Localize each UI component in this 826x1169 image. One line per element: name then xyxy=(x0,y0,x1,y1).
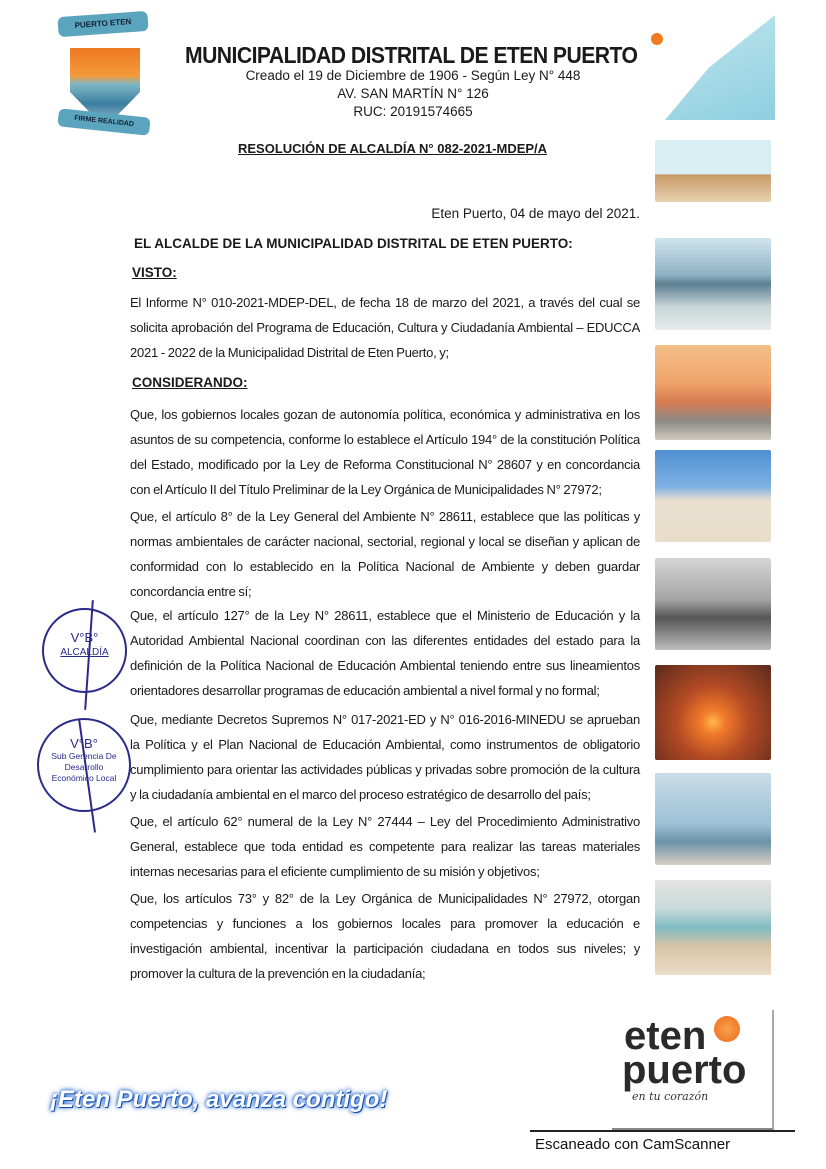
photo-sunset-plaza xyxy=(655,345,771,440)
paragraph-line: competencias y funciones a los gobiernos locales para promover la educación e xyxy=(130,916,640,931)
photo-ocean-sunset xyxy=(655,665,771,760)
stamp-office: ALCALDÍA xyxy=(60,647,109,658)
considerando-heading: CONSIDERANDO: xyxy=(132,375,248,390)
paragraph-line: Que, el artículo 62° numeral de la Ley N° 27444 – Ley del Procedimiento Administrativo xyxy=(130,814,640,829)
photo-pier xyxy=(655,238,771,330)
ruc: RUC: 20191574665 xyxy=(353,104,473,119)
stamp-alcaldia xyxy=(42,608,127,693)
paragraph-line: Autoridad Ambiental Nacional coordinan con las diferentes entidades del estado para la xyxy=(130,633,640,648)
paragraph-line: Que, los gobiernos locales gozan de autonomía política, económica y administrativa en los xyxy=(130,407,640,422)
camscanner-watermark: Escaneado con CamScanner xyxy=(535,1136,731,1153)
paragraph-line: cumplimiento para orientar las actividades públicas y privadas sobre promoción de la cultura xyxy=(130,762,640,777)
paragraph-line: promover la cultura de la prevención en la ciudadanía; xyxy=(130,966,426,981)
logo-tagline: en tu corazón xyxy=(632,1090,709,1103)
paragraph-line: conformidad con lo establecido en la Política Nacional de Ambiente y deben guardar xyxy=(130,559,640,574)
paragraph-line: Que, el artículo 8° de la Ley General del Ambiente N° 28611, establece que las políticas y xyxy=(130,509,640,524)
considerando-paragraph xyxy=(130,603,640,703)
considerando-paragraph xyxy=(130,886,640,986)
paragraph-line: definición de la Política Nacional de Educación Ambiental teniendo entre sus lineamientos xyxy=(130,658,640,673)
paragraph-line: y la ciudadanía ambiental en el marco del proceso estratégico de desarrollo del país; xyxy=(130,787,591,802)
paragraph-line: General, establece que toda entidad es competente para realizar las tareas materiales xyxy=(130,839,640,854)
considerando-paragraph xyxy=(130,809,640,884)
stamp-office: Sub Gerencia De Desarrollo Económico Local xyxy=(51,751,117,783)
visto-paragraph xyxy=(130,290,640,365)
paragraph-line: la Política y el Plan Nacional de Educación Ambiental, como instrumentos de obligatorio xyxy=(130,737,640,752)
paragraph-line: Que, el artículo 127° de la Ley N° 28611, establece que el Ministerio de Educación y la xyxy=(130,608,640,623)
photo-church xyxy=(655,450,771,542)
paragraph-line: orientadores desarrollar programas de educación ambiental a nivel formal y no formal; xyxy=(130,683,600,698)
photo-old-train xyxy=(655,558,771,650)
paragraph-line: 2021 - 2022 de la Municipalidad Distrital de Eten Puerto, y; xyxy=(130,345,449,360)
considerando-paragraph xyxy=(130,504,640,604)
paragraph-line: asuntos de su competencia, conforme lo establece el Artículo 194° de la constitución Política xyxy=(130,432,640,447)
logo-line1: eten xyxy=(624,1014,707,1058)
paragraph-line: solicita aprobación del Programa de Educación, Cultura y Ciudadanía Ambiental – EDUCCA xyxy=(130,320,640,335)
crest-banner-top: PUERTO ETEN xyxy=(57,11,148,37)
paragraph-line: normas ambientales de carácter nacional, sectorial, regional y local se diseñan y aplican de xyxy=(130,534,640,549)
sun-icon xyxy=(714,1016,740,1042)
institution-title: MUNICIPALIDAD DISTRITAL DE ETEN PUERTO xyxy=(185,42,638,68)
considerando-paragraph xyxy=(130,707,640,807)
paragraph-line: investigación ambiental, incentivar la participación ciudadana en todos sus niveles; y xyxy=(130,941,640,956)
divider xyxy=(530,1130,795,1132)
photo-birds-sea xyxy=(655,773,771,865)
photo-beach-shore xyxy=(655,880,771,975)
paragraph-line: Que, mediante Decretos Supremos N° 017-2021-ED y N° 016-2016-MINEDU se aprueban xyxy=(130,712,640,727)
paragraph-line: internas necesarias para el eficiente cumplimiento de su misión y objetivos; xyxy=(130,864,540,879)
document-date: Eten Puerto, 04 de mayo del 2021. xyxy=(431,206,640,221)
crest-banner-bottom: FIRME REALIDAD xyxy=(57,108,150,136)
resolution-title: RESOLUCIÓN DE ALCALDÍA N° 082-2021-MDEP/A xyxy=(238,141,548,156)
paragraph-line: del Estado, modificado por la Ley de Reforma Constitucional N° 28607 y en concordancia xyxy=(130,457,640,472)
address: AV. SAN MARTÍN N° 126 xyxy=(337,86,489,101)
paragraph-line: concordancia entre sí; xyxy=(130,584,252,599)
paragraph-line: con el Artículo II del Título Preliminar de la Ley Orgánica de Municipalidades N° 27972; xyxy=(130,482,602,497)
stamp-subgerencia xyxy=(37,718,131,812)
logo-line2: puerto xyxy=(622,1048,747,1092)
stamp-vb: V°B° xyxy=(70,630,99,645)
paragraph-line: El Informe N° 010-2021-MDEP-DEL, de fecha 18 de marzo del 2021, a través del cual se xyxy=(130,295,640,310)
considerando-paragraph xyxy=(130,402,640,502)
addressee: EL ALCALDE DE LA MUNICIPALIDAD DISTRITAL DE ETEN PUERTO: xyxy=(134,236,573,251)
visto-heading: VISTO: xyxy=(132,265,177,280)
paragraph-line: Que, los artículos 73° y 82° de la Ley Orgánica de Municipalidades N° 27972, otorgan xyxy=(130,891,640,906)
eten-puerto-logo xyxy=(612,1010,774,1130)
stamp-vb: V°B° xyxy=(70,736,98,751)
creation-note: Creado el 19 de Diciembre de 1906 - Según Ley N° 448 xyxy=(245,68,581,83)
sun-icon xyxy=(651,33,663,45)
photo-beach-houses xyxy=(655,140,771,202)
slogan: ¡Eten Puerto, avanza contigo! xyxy=(50,1086,388,1113)
